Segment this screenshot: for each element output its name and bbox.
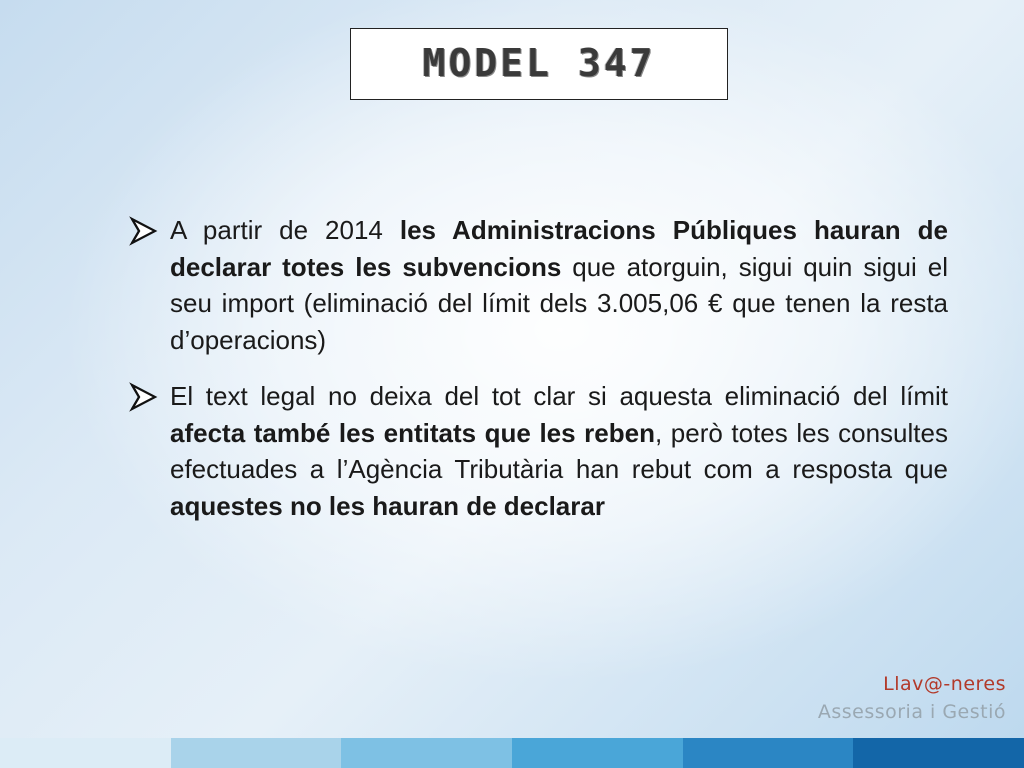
logo-tagline: Assessoria i Gestió: [817, 701, 1006, 723]
footer-segment: [171, 738, 342, 768]
bullet-item: [128, 378, 948, 524]
arrow-bullet-icon: [128, 216, 158, 246]
footer-segment: [0, 738, 171, 768]
footer-segment: [341, 738, 512, 768]
bullet-text-1a: A partir de 2014: [170, 215, 400, 245]
bullet-list: [128, 212, 948, 544]
logo-name: Llav@-neres: [883, 673, 1006, 695]
footer-segment: [512, 738, 683, 768]
footer-segment: [683, 738, 854, 768]
bullet-item: [128, 212, 948, 358]
bullet-text-2b: afecta també les entitats que les reben: [170, 417, 655, 448]
bullet-text-1b: les Administracions Públiques hauran de declarar totes les subvencions: [170, 215, 948, 282]
footer-color-bar: [0, 738, 1024, 768]
bullet-text-1c: que atorguin, sigui quin sigui el seu import (eliminació del límit dels 3.005,06 € que tenen la resta d’operacions): [170, 251, 948, 355]
bullet-text-2c: , però totes les consultes efectuades a l’Agència Tributària han rebut com a resposta que: [170, 417, 948, 484]
bullet-text-2a: El text legal no deixa del tot clar si aquesta eliminació del límit: [170, 381, 948, 411]
slide-title: MODEL 347: [422, 41, 656, 85]
footer-segment: [853, 738, 1024, 768]
arrow-bullet-icon: [128, 382, 158, 412]
bullet-text-2d: aquestes no les hauran de declarar: [170, 490, 605, 521]
company-logo: [818, 670, 1006, 726]
title-box: [350, 28, 728, 100]
